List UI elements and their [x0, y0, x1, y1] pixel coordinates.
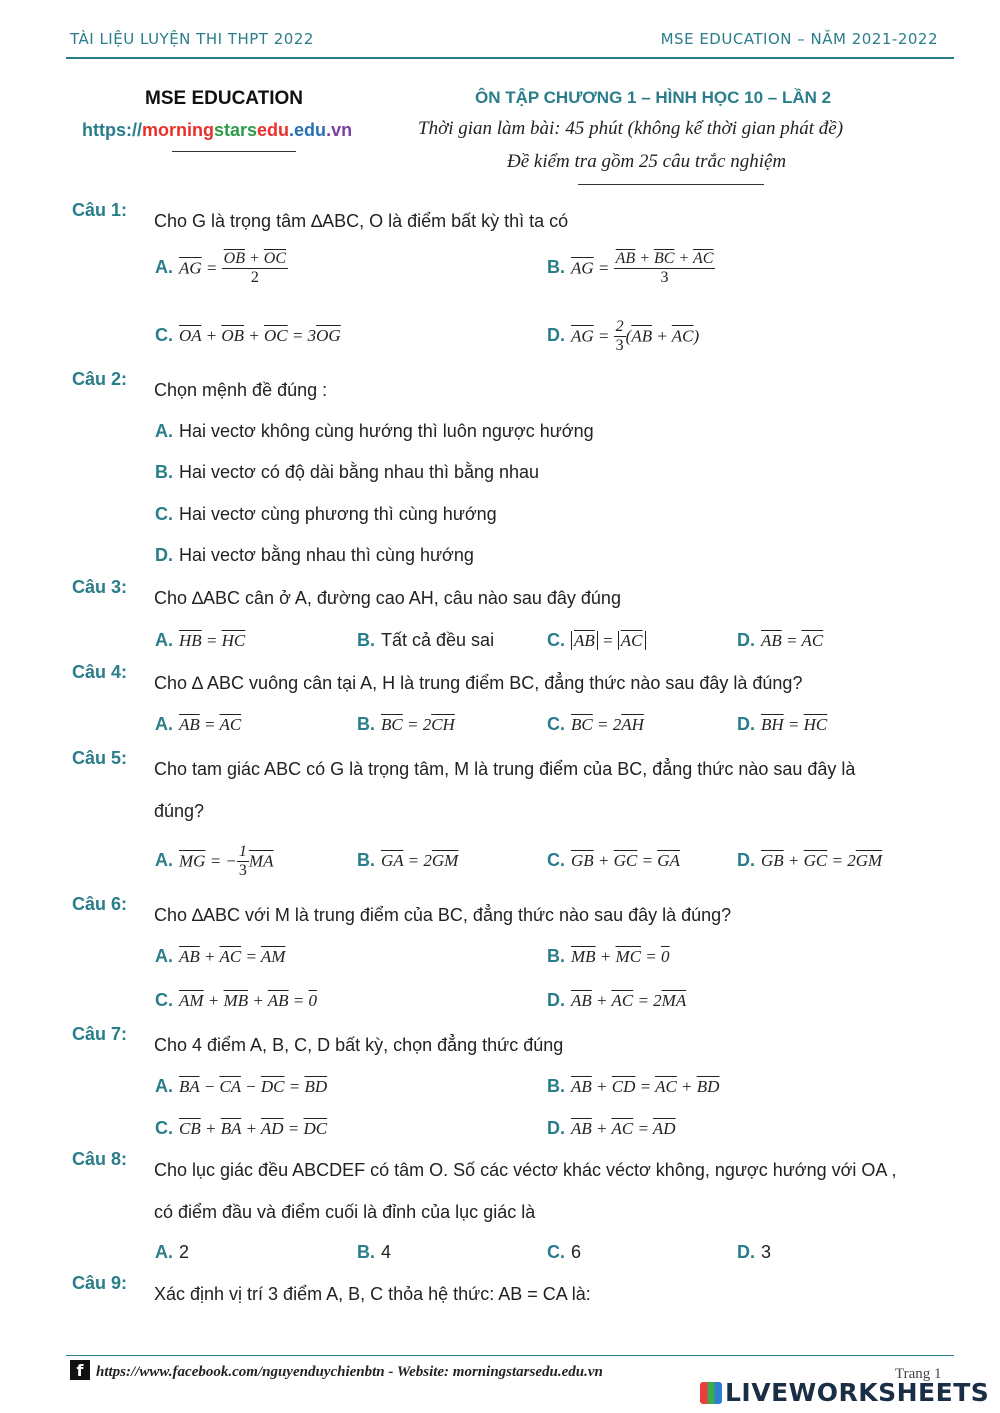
facebook-icon: f [70, 1360, 90, 1380]
q7-option-b[interactable]: B. $\overline{AB} + \overline{CD} = \overline{AC} + \overline{BD}$ [547, 1076, 720, 1096]
question-number: Câu 4: [72, 662, 128, 682]
q2-option-b[interactable]: B. Hai vectơ có độ dài bằng nhau thì bằng nhau [155, 462, 540, 482]
question-number: Câu 5: [72, 748, 128, 768]
liveworksheets-logo [700, 1378, 989, 1407]
footer-links[interactable]: https://www.facebook.com/nguyenduychienbtn - Website: morningstarsedu.edu.vn [96, 1364, 603, 1380]
question-text: Cho ∆ABC cân ở A, đường cao AH, câu nào sau đây đúng [154, 588, 621, 608]
q7-option-d[interactable]: D. $\overline{AB} + \overline{AC} = \overline{AD}$ [547, 1118, 676, 1138]
q3-option-b[interactable]: B. Tất cả đều sai [357, 630, 495, 650]
site-part: .vn [326, 120, 353, 140]
q1-option-c[interactable]: C. $\overline{OA} + \overline{OB} + \overline{OC} = 3\overline{OG}$ [155, 325, 341, 345]
q4-option-d[interactable]: D. $\overline{BH} = \overline{HC}$ [737, 714, 828, 734]
page-number: Trang 1 [895, 1366, 942, 1382]
header-right: MSE EDUCATION – NĂM 2021-2022 [660, 30, 938, 48]
question-text: Cho tam giác ABC có G là trọng tâm, M là trung điểm của BC, đẳng thức nào sau đây là [154, 759, 856, 779]
question-text: Cho lục giác đều ABCDEF có tâm O. Số các véctơ khác véctơ không, ngược hướng với OA , [154, 1160, 897, 1180]
q8-option-a[interactable]: A. 2 [155, 1242, 190, 1262]
question-number: Câu 9: [72, 1273, 128, 1293]
q4-option-b[interactable]: B. $\overline{BC} = 2\overline{CH}$ [357, 714, 455, 734]
question-text: Cho ∆ ABC vuông cân tại A, H là trung điểm BC, đẳng thức nào sau đây là đúng? [154, 673, 803, 693]
question-text: Cho ∆ABC với M là trung điểm của BC, đẳng thức nào sau đây là đúng? [154, 905, 732, 925]
question-number: Câu 3: [72, 577, 128, 597]
q4-option-c[interactable]: C. $\overline{BC} = 2\overline{AH}$ [547, 714, 644, 734]
logo-text: LIVEWORKSHEETS [725, 1378, 990, 1407]
exam-note: Đề kiểm tra gồm 25 câu trắc nghiệm [507, 151, 787, 172]
site-prefix: https:// [82, 120, 142, 140]
q5-option-b[interactable]: B. $\overline{GA} = 2\overline{GM}$ [357, 850, 459, 870]
question-text: Xác định vị trí 3 điểm A, B, C thỏa hệ thức: AB = CA là: [154, 1284, 591, 1304]
q5-option-c[interactable]: C. $\overline{GB} + \overline{GC} = \overline{GA}$ [547, 850, 680, 870]
q2-option-d[interactable]: D. Hai vectơ bằng nhau thì cùng hướng [155, 545, 474, 565]
question-text: Cho 4 điểm A, B, C, D bất kỳ, chọn đẳng thức đúng [154, 1035, 564, 1055]
question-text: Chọn mệnh đề đúng : [154, 380, 328, 400]
q3-option-c[interactable]: C. $\overline{AB} = \overline{AC}$ [547, 630, 646, 651]
q6-option-d[interactable]: D. $\overline{AB} + \overline{AC} = 2\overline{MA}$ [547, 990, 687, 1010]
site-part: .edu [289, 120, 327, 140]
q8-option-d[interactable]: D. 3 [737, 1242, 772, 1262]
site-part: stars [214, 120, 258, 140]
q5-option-a[interactable]: A. $\overline{MG}$ = − $\frac{1}{3}$ $\overline{MA}$ [155, 843, 274, 879]
exam-underline [578, 184, 764, 185]
q1-option-b[interactable]: B. $\overline{AG}$ = $\frac{\overline{AB} + \overline{BC} + \overline{AC}}{3}$ [547, 250, 714, 286]
question-text: có điểm đầu và điểm cuối là đỉnh của lục giác là [154, 1202, 536, 1222]
exam-time: Thời gian làm bài: 45 phút (không kể thời gian phát đề) [418, 118, 844, 139]
q1-option-d[interactable]: D. $\overline{AG}$ = $\frac{2}{3}$ $(\overline{AB} + \overline{AC})$ [547, 318, 700, 354]
q4-option-a[interactable]: A. $\overline{AB} = \overline{AC}$ [155, 714, 242, 734]
question-number: Câu 7: [72, 1024, 128, 1044]
liveworksheets-icon [700, 1382, 722, 1404]
site-underline [172, 151, 296, 152]
q3-option-a[interactable]: A. $\overline{HB} = \overline{HC}$ [155, 630, 246, 650]
header-divider [66, 57, 954, 59]
q7-option-c[interactable]: C. $\overline{CB} + \overline{BA} + \overline{AD} = \overline{DC}$ [155, 1118, 328, 1138]
q8-option-b[interactable]: B. 4 [357, 1242, 392, 1262]
q6-option-c[interactable]: C. $\overline{AM} + \overline{MB} + \overline{AB} = 0$ [155, 990, 318, 1010]
exam-title: ÔN TẬP CHƯƠNG 1 – HÌNH HỌC 10 – LẦN 2 [475, 88, 832, 107]
question-text: đúng? [154, 801, 205, 821]
question-number: Câu 8: [72, 1149, 128, 1169]
q2-option-c[interactable]: C. Hai vectơ cùng phương thì cùng hướng [155, 504, 497, 524]
school-name: MSE EDUCATION [145, 88, 303, 109]
q8-option-c[interactable]: C. 6 [547, 1242, 582, 1262]
footer-divider [66, 1355, 954, 1356]
site-part: edu [257, 120, 290, 140]
q7-option-a[interactable]: A. $\overline{BA} - \overline{CA} - \overline{DC} = \overline{BD}$ [155, 1076, 328, 1096]
question-number: Câu 2: [72, 369, 128, 389]
question-number: Câu 6: [72, 894, 128, 914]
question-text: Cho G là trọng tâm ∆ABC, O là điểm bất kỳ thì ta có [154, 211, 569, 231]
q5-option-d[interactable]: D. $\overline{GB} + \overline{GC} = 2\overline{GM}$ [737, 850, 883, 870]
q6-option-b[interactable]: B. $\overline{MB} + \overline{MC} = 0$ [547, 946, 670, 966]
q1-option-a[interactable]: A. $\overline{AG}$ = $\frac{\overline{OB} + \overline{OC}}{2}$ [155, 250, 287, 286]
header-left: TÀI LIỆU LUYỆN THI THPT 2022 [70, 30, 314, 48]
question-number: Câu 1: [72, 200, 128, 220]
q2-option-a[interactable]: A. Hai vectơ không cùng hướng thì luôn ngược hướng [155, 421, 594, 441]
school-website[interactable] [82, 120, 352, 141]
site-part: morning [142, 120, 214, 140]
q6-option-a[interactable]: A. $\overline{AB} + \overline{AC} = \overline{AM}$ [155, 946, 286, 966]
q3-option-d[interactable]: D. $\overline{AB} = \overline{AC}$ [737, 630, 824, 650]
